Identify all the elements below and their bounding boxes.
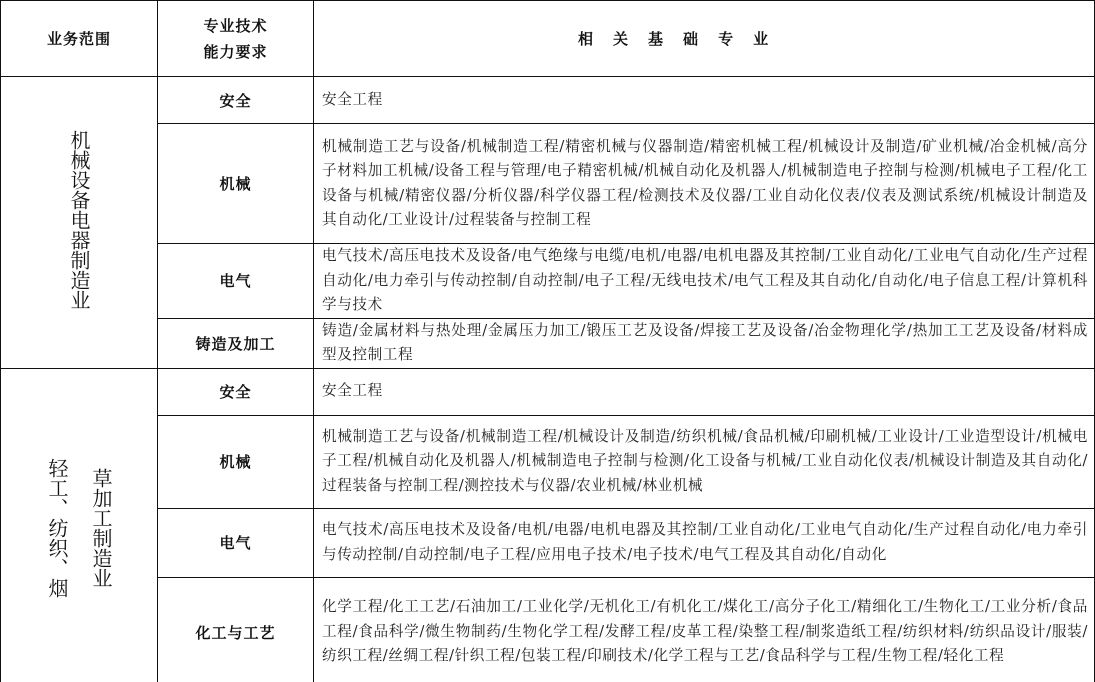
skill-cell: 机械 bbox=[158, 124, 314, 244]
table-row bbox=[1, 577, 1095, 682]
skill-cell: 安全 bbox=[158, 77, 314, 124]
header-row bbox=[1, 1, 1095, 77]
skill-cell: 电气 bbox=[158, 508, 314, 577]
skill-cell: 安全 bbox=[158, 368, 314, 415]
header-skill bbox=[158, 1, 314, 77]
majors-cell: 机械制造工艺与设备/机械制造工程/精密机械与仪器制造/精密机械工程/机械设计及制造/矿业机械/冶金机械/高分子材料加工机械/设备工程与管理/电子精密机械/机械自动化及机器人/机械制造电子控制与检测/机械电子工程/化工设备与机械/精密仪器/分析仪器/科学仪器工程/检测技术及仪器/工业自动化仪表/仪表及测试系统/机械设计制造及其自动化/工业设计/过程装备与控制工程 bbox=[314, 124, 1095, 244]
scope-label: 机械设备电器制造业 bbox=[67, 130, 91, 311]
table-row bbox=[1, 508, 1095, 577]
skill-cell: 机械 bbox=[158, 415, 314, 508]
scope-label-col2: 草加工制造业 bbox=[89, 467, 113, 588]
header-majors-char: 相 bbox=[578, 30, 594, 48]
table-row bbox=[1, 124, 1095, 244]
table-row bbox=[1, 415, 1095, 508]
header-majors-char: 关 bbox=[613, 30, 629, 48]
majors-cell: 安全工程 bbox=[314, 368, 1095, 415]
header-skill-line1: 专业技术 bbox=[203, 16, 268, 35]
majors-cell: 电气技术/高压电技术及设备/电气绝缘与电缆/电机/电器/电机电器及其控制/工业自动化/工业电气自动化/生产过程自动化/电力牵引与传动控制/自动控制/电子工程/无线电技术/电气工程及其自动化/自动化/电子信息工程/计算机科学与技术 bbox=[314, 244, 1095, 319]
table-row bbox=[1, 368, 1095, 415]
scope-cell-machinery bbox=[1, 77, 158, 369]
table-row bbox=[1, 244, 1095, 319]
header-majors bbox=[314, 1, 1095, 77]
skill-cell: 电气 bbox=[158, 244, 314, 319]
table-row bbox=[1, 318, 1095, 368]
majors-cell: 安全工程 bbox=[314, 77, 1095, 124]
table-row bbox=[1, 77, 1095, 124]
skill-cell: 铸造及加工 bbox=[158, 318, 314, 368]
majors-cell: 化学工程/化工工艺/石油加工/工业化学/无机化工/有机化工/煤化工/高分子化工/精细化工/生物化工/工业分析/食品工程/食品科学/微生物制药/生物化学工程/发酵工程/皮革工程/染整工程/制浆造纸工程/纺织材料/纺织品设计/服装/纺织工程/丝绸工程/针织工程/包装工程/印刷技术/化学工程与工艺/食品科学与工程/生物工程/轻化工程 bbox=[314, 577, 1095, 682]
header-majors-char: 础 bbox=[683, 30, 699, 48]
majors-cell: 电气技术/高压电技术及设备/电机/电器/电机电器及其控制/工业自动化/工业电气自动化/生产过程自动化/电力牵引与传动控制/自动控制/电子工程/应用电子技术/电子技术/电气工程及其自动化/自动化 bbox=[314, 508, 1095, 577]
majors-cell: 机械制造工艺与设备/机械制造工程/机械设计及制造/纺织机械/食品机械/印刷机械/工业设计/工业造型设计/机械电子工程/机械自动化及机器人/机械制造电子控制与检测/化工设备与机械/工业自动化仪表/机械设计制造及其自动化/过程装备与控制工程/测控技术与仪器/农业机械/林业机械 bbox=[314, 415, 1095, 508]
header-majors-char: 基 bbox=[648, 30, 664, 48]
header-scope: 业务范围 bbox=[1, 1, 158, 77]
majors-cell: 铸造/金属材料与热处理/金属压力加工/锻压工艺及设备/焊接工艺及设备/冶金物理化学/热加工工艺及设备/材料成型及控制工程 bbox=[314, 318, 1095, 368]
scope-label-col1: 轻工、纺织、烟 bbox=[45, 457, 69, 598]
skill-cell: 化工与工艺 bbox=[158, 577, 314, 682]
header-skill-line2: 能力要求 bbox=[203, 42, 268, 61]
header-majors-char: 专 bbox=[718, 30, 734, 48]
scope-cell-light-industry bbox=[1, 368, 158, 682]
header-majors-char: 业 bbox=[753, 30, 769, 48]
